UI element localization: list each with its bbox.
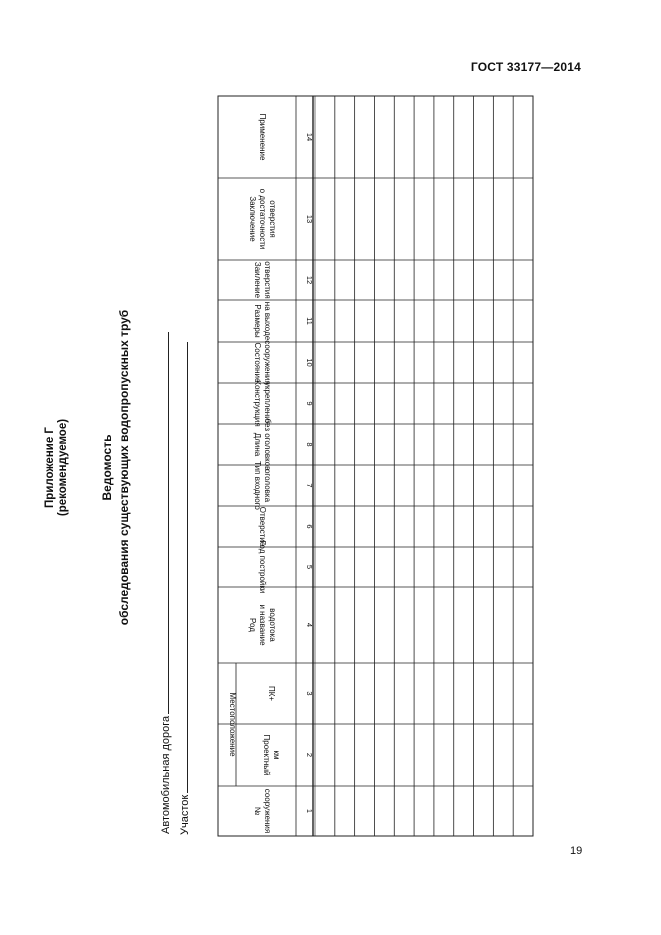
column-header-2: Проектный	[262, 734, 271, 776]
column-header-11: на выходе	[263, 301, 272, 341]
column-header-1: №	[253, 806, 262, 816]
column-header-9: укрепления	[263, 381, 272, 426]
column-header-5: Год постройки	[258, 540, 267, 594]
column-number-4: 4	[305, 622, 314, 628]
column-header-7: Тип входного	[253, 461, 262, 510]
statement-title: Ведомость	[100, 434, 114, 501]
column-number-14: 14	[305, 132, 314, 142]
column-header-7: оголовка	[263, 468, 272, 503]
column-header-11: Размеры	[253, 304, 262, 338]
column-header-12: отверстия	[263, 261, 272, 299]
column-header-8: без оголовков	[263, 418, 272, 471]
column-header-13: Заключение	[248, 196, 257, 242]
section-label: Участок	[179, 794, 191, 835]
column-number-8: 8	[305, 442, 314, 447]
column-header-4: и название	[258, 604, 267, 646]
appendix-subtitle: (рекомендуемое)	[57, 418, 69, 517]
column-number-12: 12	[305, 275, 314, 285]
page-number: 19	[570, 845, 583, 857]
column-header-10: сооружения	[263, 340, 272, 385]
column-header-1: сооружения	[263, 788, 272, 834]
statement-subtitle: обследования существующих водопропускных труб	[117, 309, 131, 626]
column-header-12: Заиление	[253, 261, 262, 299]
column-number-7: 7	[305, 483, 314, 488]
column-number-10: 10	[305, 358, 314, 367]
group-header-location: Местоположение	[228, 692, 237, 757]
column-header-9: Конструкция	[253, 380, 262, 427]
column-number-3: 3	[305, 691, 314, 696]
column-header-4: Род	[248, 618, 257, 632]
column-number-1: 1	[305, 808, 314, 814]
column-header-3: ПК+	[267, 685, 276, 702]
column-header-6: Отверстие	[258, 506, 267, 547]
column-header-13: о достаточности	[258, 188, 267, 250]
column-header-13: отверстия	[268, 200, 277, 238]
column-number-13: 13	[305, 214, 314, 224]
column-header-10: Состояние	[253, 342, 262, 383]
column-header-14: Применение	[258, 113, 267, 161]
appendix-title: Приложение Г	[44, 427, 56, 508]
column-number-5: 5	[305, 564, 314, 570]
document-code: ГОСТ 33177—2014	[470, 60, 581, 74]
column-header-8: Длина	[253, 432, 262, 457]
column-header-4: водотока	[268, 608, 277, 642]
column-number-11: 11	[305, 317, 314, 325]
column-number-9: 9	[305, 401, 314, 406]
column-number-2: 2	[305, 752, 314, 758]
road-label: Автомобильная дорога	[160, 715, 172, 834]
column-number-6: 6	[305, 524, 314, 529]
column-header-2: км	[272, 750, 281, 760]
